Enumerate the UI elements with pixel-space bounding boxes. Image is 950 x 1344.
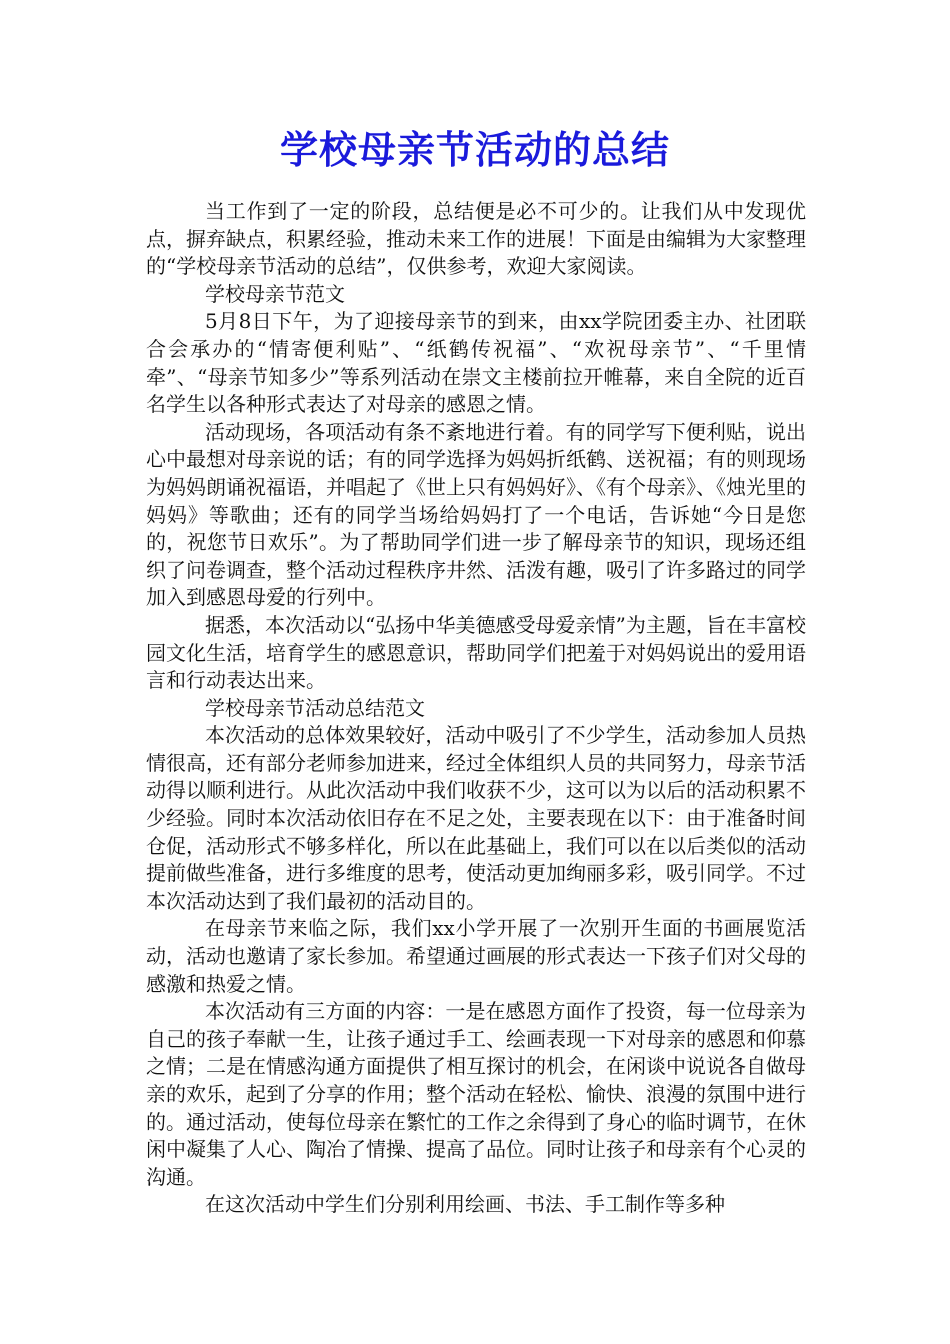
document-title: 学校母亲节活动的总结 (279, 128, 670, 172)
paragraph: 在这次活动中学生们分别利用绘画、书法、手工制作等多种 (205, 1192, 725, 1217)
paragraph: 本次活动的总体效果较好，活动中吸引了不少学生，活动参加人员热情很高，还有部分老师参加进来，经过全体组织人员的共同努力，母亲节活动得以顺利进行。从此次活动中我们收获不少，这可以为以后的活动积累不少经验。同时本次活动依旧存在不足之处，主要表现在以下：由于准备时间仓促，活动形式不够多样化，所以在此基础上，我们可以在以后类似的活动提前做些准备，进行多维度的思考，使活动更加绚丽多彩，吸引同学。不过本次活动达到了我们最初的活动目的。 (146, 723, 806, 913)
paragraph-intro: 当工作到了一定的阶段，总结便是必不可少的。让我们从中发现优点，摒弃缺点，积累经验，推动未来工作的进展！下面是由编辑为大家整理的“学校母亲节活动的总结”，仅供参考，欢迎大家阅读。 (146, 199, 806, 279)
section-heading: 学校母亲节活动总结范文 (205, 695, 425, 720)
document-body (146, 198, 806, 1219)
paragraph: 5月8日下午，为了迎接母亲节的到来，由xx学院团委主办、社团联合会承办的“情寄便利贴”、“纸鹤传祝福”、“欢祝母亲节”、“千里情牵”、“母亲节知多少”等系列活动在崇文主楼前拉开帷幕，来自全院的近百名学生以各种形式表达了对母亲的感恩之情。 (146, 309, 806, 417)
paragraph: 在母亲节来临之际，我们xx小学开展了一次别开生面的书画展览活动，活动也邀请了家长参加。希望通过画展的形式表达一下孩子们对父母的感激和热爱之情。 (146, 916, 806, 996)
paragraph: 据悉，本次活动以“弘扬中华美德感受母爱亲情”为主题，旨在丰富校园文化生活，培育学生的感恩意识，帮助同学们把羞于对妈妈说出的爱用语言和行动表达出来。 (146, 612, 806, 693)
paragraph: 活动现场，各项活动有条不紊地进行着。有的同学写下便利贴，说出心中最想对母亲说的话；有的同学选择为妈妈折纸鹤、送祝福；有的则现场为妈妈朗诵祝福语，并唱起了《世上只有妈妈好》、《有个母亲》、《烛光里的妈妈》等歌曲；还有的同学当场给妈妈打了一个电话，告诉她“今日是您的，祝您节日欢乐”。为了帮助同学们进一步了解母亲节的知识，现场还组织了问卷调查，整个活动过程秩序井然、活泼有趣，吸引了许多路过的同学加入到感恩母爱的行列中。 (146, 419, 806, 610)
section-heading: 学校母亲节范文 (205, 281, 345, 306)
paragraph: 本次活动有三方面的内容：一是在感恩方面作了投资，每一位母亲为自己的孩子奉献一生，让孩子通过手工、绘画表现一下对母亲的感恩和仰慕之情；二是在情感沟通方面提供了相互探讨的机会，在闲谈中说说各自做母亲的欢乐，起到了分享的作用；整个活动在轻松、愉快、浪漫的氛围中进行的。通过活动，使每位母亲在繁忙的工作之余得到了身心的临时调节，在休闲中凝集了人心、陶冶了情操、提高了品位。同时让孩子和母亲有个心灵的沟通。 (146, 999, 806, 1189)
